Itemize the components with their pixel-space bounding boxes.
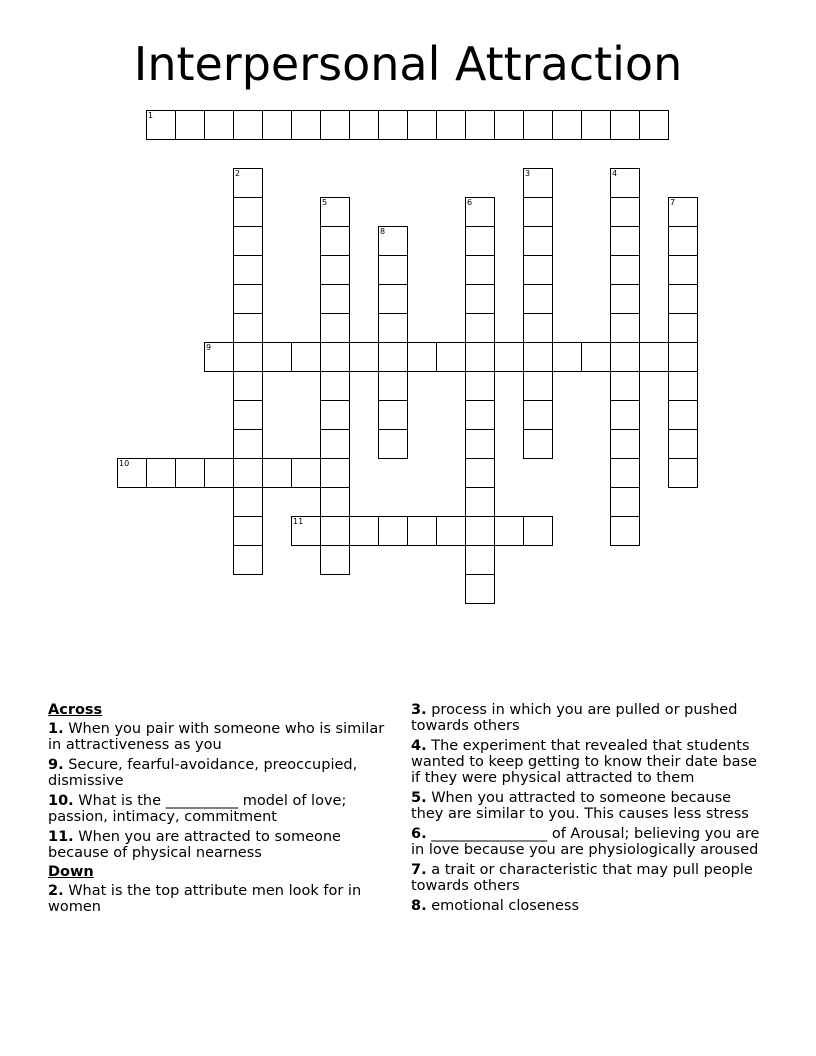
grid-cell[interactable] [291, 110, 321, 140]
clue-number: 5. [411, 790, 427, 806]
grid-cell[interactable] [320, 110, 350, 140]
grid-cell[interactable] [320, 458, 350, 488]
clue-text: When you pair with someone who is similar in attractiveness as you [48, 721, 385, 753]
clue-item [48, 793, 388, 825]
grid-cell[interactable] [262, 110, 292, 140]
grid-cell[interactable] [610, 168, 640, 198]
grid-cell[interactable] [407, 516, 437, 546]
grid-cell[interactable] [204, 342, 234, 372]
clue-item [48, 721, 388, 753]
clues-left-column [48, 702, 388, 919]
clue-text: Secure, fearful-avoidance, preoccupied, dismissive [48, 757, 358, 789]
grid-cell[interactable] [378, 284, 408, 314]
grid-cell[interactable] [320, 516, 350, 546]
clue-text: What is the top attribute men look for in women [48, 883, 362, 915]
grid-cell[interactable] [465, 487, 495, 517]
clue-item [411, 826, 766, 858]
clue-text: What is the __________ model of love; passion, intimacy, commitment [48, 793, 347, 825]
grid-cell[interactable] [378, 255, 408, 285]
grid-cell[interactable] [668, 197, 698, 227]
grid-cell[interactable] [378, 313, 408, 343]
grid-cell[interactable] [610, 197, 640, 227]
cell-number: 9 [206, 343, 212, 352]
grid-cell[interactable] [349, 516, 379, 546]
grid-cell[interactable] [233, 284, 263, 314]
grid-cell[interactable] [581, 110, 611, 140]
grid-cell[interactable] [668, 400, 698, 430]
grid-cell[interactable] [668, 342, 698, 372]
grid-cell[interactable] [523, 197, 553, 227]
grid-cell[interactable] [523, 313, 553, 343]
down-heading: Down [48, 864, 94, 880]
grid-cell[interactable] [320, 255, 350, 285]
grid-cell[interactable] [610, 371, 640, 401]
grid-cell[interactable] [349, 342, 379, 372]
grid-cell[interactable] [465, 429, 495, 459]
grid-cell[interactable] [523, 284, 553, 314]
clue-number: 10. [48, 793, 74, 809]
across-heading: Across [48, 702, 103, 718]
cell-number: 1 [148, 111, 154, 120]
down-clue-list-right [411, 702, 766, 914]
grid-cell[interactable] [523, 255, 553, 285]
grid-cell[interactable] [552, 342, 582, 372]
grid-cell[interactable] [639, 342, 669, 372]
grid-cell[interactable] [233, 516, 263, 546]
grid-cell[interactable] [233, 168, 263, 198]
cell-number: 3 [525, 169, 531, 178]
grid-cell[interactable] [378, 226, 408, 256]
grid-cell[interactable] [523, 168, 553, 198]
grid-cell[interactable] [465, 342, 495, 372]
grid-cell[interactable] [175, 458, 205, 488]
grid-cell[interactable] [233, 487, 263, 517]
clue-item [48, 829, 388, 861]
grid-cell[interactable] [233, 400, 263, 430]
grid-cell[interactable] [233, 226, 263, 256]
grid-cell[interactable] [639, 110, 669, 140]
grid-cell[interactable] [523, 429, 553, 459]
grid-cell[interactable] [407, 110, 437, 140]
grid-cell[interactable] [494, 110, 524, 140]
down-clue-list-left [48, 883, 388, 915]
grid-cell[interactable] [610, 429, 640, 459]
grid-cell[interactable] [378, 342, 408, 372]
grid-cell[interactable] [465, 110, 495, 140]
clue-item [411, 702, 766, 734]
grid-cell[interactable] [523, 110, 553, 140]
grid-cell[interactable] [610, 284, 640, 314]
grid-cell[interactable] [233, 545, 263, 575]
grid-cell[interactable] [233, 429, 263, 459]
clue-number: 1. [48, 721, 64, 737]
grid-cell[interactable] [233, 255, 263, 285]
clue-number: 6. [411, 826, 427, 842]
across-clue-list [48, 721, 388, 861]
grid-cell[interactable] [610, 516, 640, 546]
grid-cell[interactable] [378, 516, 408, 546]
clue-text: The experiment that revealed that students wanted to keep getting to know their date base if they were physical attracted to them [411, 738, 757, 786]
grid-cell[interactable] [291, 458, 321, 488]
grid-cell[interactable] [465, 574, 495, 604]
clues-right-column [411, 702, 766, 918]
grid-cell[interactable] [523, 226, 553, 256]
grid-cell[interactable] [465, 197, 495, 227]
grid-cell[interactable] [320, 284, 350, 314]
grid-cell[interactable] [320, 226, 350, 256]
grid-cell[interactable] [320, 371, 350, 401]
grid-cell[interactable] [610, 226, 640, 256]
grid-cell[interactable] [465, 371, 495, 401]
grid-cell[interactable] [610, 110, 640, 140]
grid-cell[interactable] [291, 516, 321, 546]
grid-cell[interactable] [668, 255, 698, 285]
clue-number: 11. [48, 829, 74, 845]
grid-cell[interactable] [233, 197, 263, 227]
cell-number: 7 [670, 198, 676, 207]
grid-cell[interactable] [175, 110, 205, 140]
grid-cell[interactable] [378, 110, 408, 140]
grid-cell[interactable] [494, 342, 524, 372]
clue-number: 9. [48, 757, 64, 773]
grid-cell[interactable] [436, 110, 466, 140]
clue-item [411, 862, 766, 894]
grid-cell[interactable] [552, 110, 582, 140]
grid-cell[interactable] [146, 110, 176, 140]
grid-cell[interactable] [407, 342, 437, 372]
cell-number: 10 [119, 459, 130, 468]
grid-cell[interactable] [465, 458, 495, 488]
grid-cell[interactable] [610, 400, 640, 430]
grid-cell[interactable] [465, 313, 495, 343]
clue-item [411, 898, 766, 914]
grid-cell[interactable] [233, 458, 263, 488]
grid-cell[interactable] [320, 400, 350, 430]
grid-cell[interactable] [465, 284, 495, 314]
grid-cell[interactable] [523, 342, 553, 372]
clue-number: 3. [411, 702, 427, 718]
grid-cell[interactable] [320, 545, 350, 575]
cell-number: 5 [322, 198, 328, 207]
grid-cell[interactable] [378, 400, 408, 430]
grid-cell[interactable] [465, 545, 495, 575]
clue-text: When you are attracted to someone because of physical nearness [48, 829, 341, 861]
clue-number: 7. [411, 862, 427, 878]
cell-number: 6 [467, 198, 473, 207]
grid-cell[interactable] [465, 400, 495, 430]
clue-text: a trait or characteristic that may pull people towards others [411, 862, 753, 894]
clue-item [48, 757, 388, 789]
grid-cell[interactable] [668, 429, 698, 459]
cell-number: 8 [380, 227, 386, 236]
grid-cell[interactable] [320, 487, 350, 517]
grid-cell[interactable] [523, 516, 553, 546]
grid-cell[interactable] [668, 313, 698, 343]
cell-number: 2 [235, 169, 241, 178]
grid-cell[interactable] [581, 342, 611, 372]
clue-text: process in which you are pulled or pushed towards others [411, 702, 738, 734]
grid-cell[interactable] [233, 110, 263, 140]
grid-cell[interactable] [349, 110, 379, 140]
clue-item [411, 738, 766, 786]
grid-cell[interactable] [378, 371, 408, 401]
grid-cell[interactable] [117, 458, 147, 488]
grid-cell[interactable] [436, 516, 466, 546]
grid-cell[interactable] [291, 342, 321, 372]
grid-cell[interactable] [204, 458, 234, 488]
grid-cell[interactable] [320, 197, 350, 227]
grid-cell[interactable] [233, 371, 263, 401]
grid-cell[interactable] [610, 487, 640, 517]
grid-cell[interactable] [378, 429, 408, 459]
grid-cell[interactable] [233, 313, 263, 343]
clue-number: 2. [48, 883, 64, 899]
cell-number: 4 [612, 169, 618, 178]
grid-cell[interactable] [233, 342, 263, 372]
clue-text: When you attracted to someone because they are similar to you. This causes less stress [411, 790, 749, 822]
grid-cell[interactable] [262, 342, 292, 372]
grid-cell[interactable] [668, 226, 698, 256]
grid-cell[interactable] [262, 458, 292, 488]
clue-item [411, 790, 766, 822]
clue-text: emotional closeness [426, 898, 580, 914]
cell-number: 11 [293, 517, 304, 526]
clue-item [48, 883, 388, 915]
grid-cell[interactable] [146, 458, 176, 488]
grid-cell[interactable] [320, 342, 350, 372]
clue-number: 8. [411, 898, 427, 914]
grid-cell[interactable] [494, 516, 524, 546]
grid-cell[interactable] [465, 255, 495, 285]
grid-cell[interactable] [523, 400, 553, 430]
grid-cell[interactable] [523, 371, 553, 401]
grid-cell[interactable] [610, 313, 640, 343]
clue-number: 4. [411, 738, 427, 754]
grid-cell[interactable] [668, 458, 698, 488]
grid-cell[interactable] [204, 110, 234, 140]
grid-cell[interactable] [668, 284, 698, 314]
grid-cell[interactable] [320, 429, 350, 459]
grid-cell[interactable] [465, 516, 495, 546]
grid-cell[interactable] [610, 458, 640, 488]
grid-cell[interactable] [668, 371, 698, 401]
grid-cell[interactable] [436, 342, 466, 372]
puzzle-title: Interpersonal Attraction [133, 37, 683, 91]
grid-cell[interactable] [610, 342, 640, 372]
grid-cell[interactable] [610, 255, 640, 285]
grid-cell[interactable] [320, 313, 350, 343]
grid-cell[interactable] [465, 226, 495, 256]
clue-text: ________________ of Arousal; believing you are in love because you are physiologically aroused [411, 826, 760, 858]
